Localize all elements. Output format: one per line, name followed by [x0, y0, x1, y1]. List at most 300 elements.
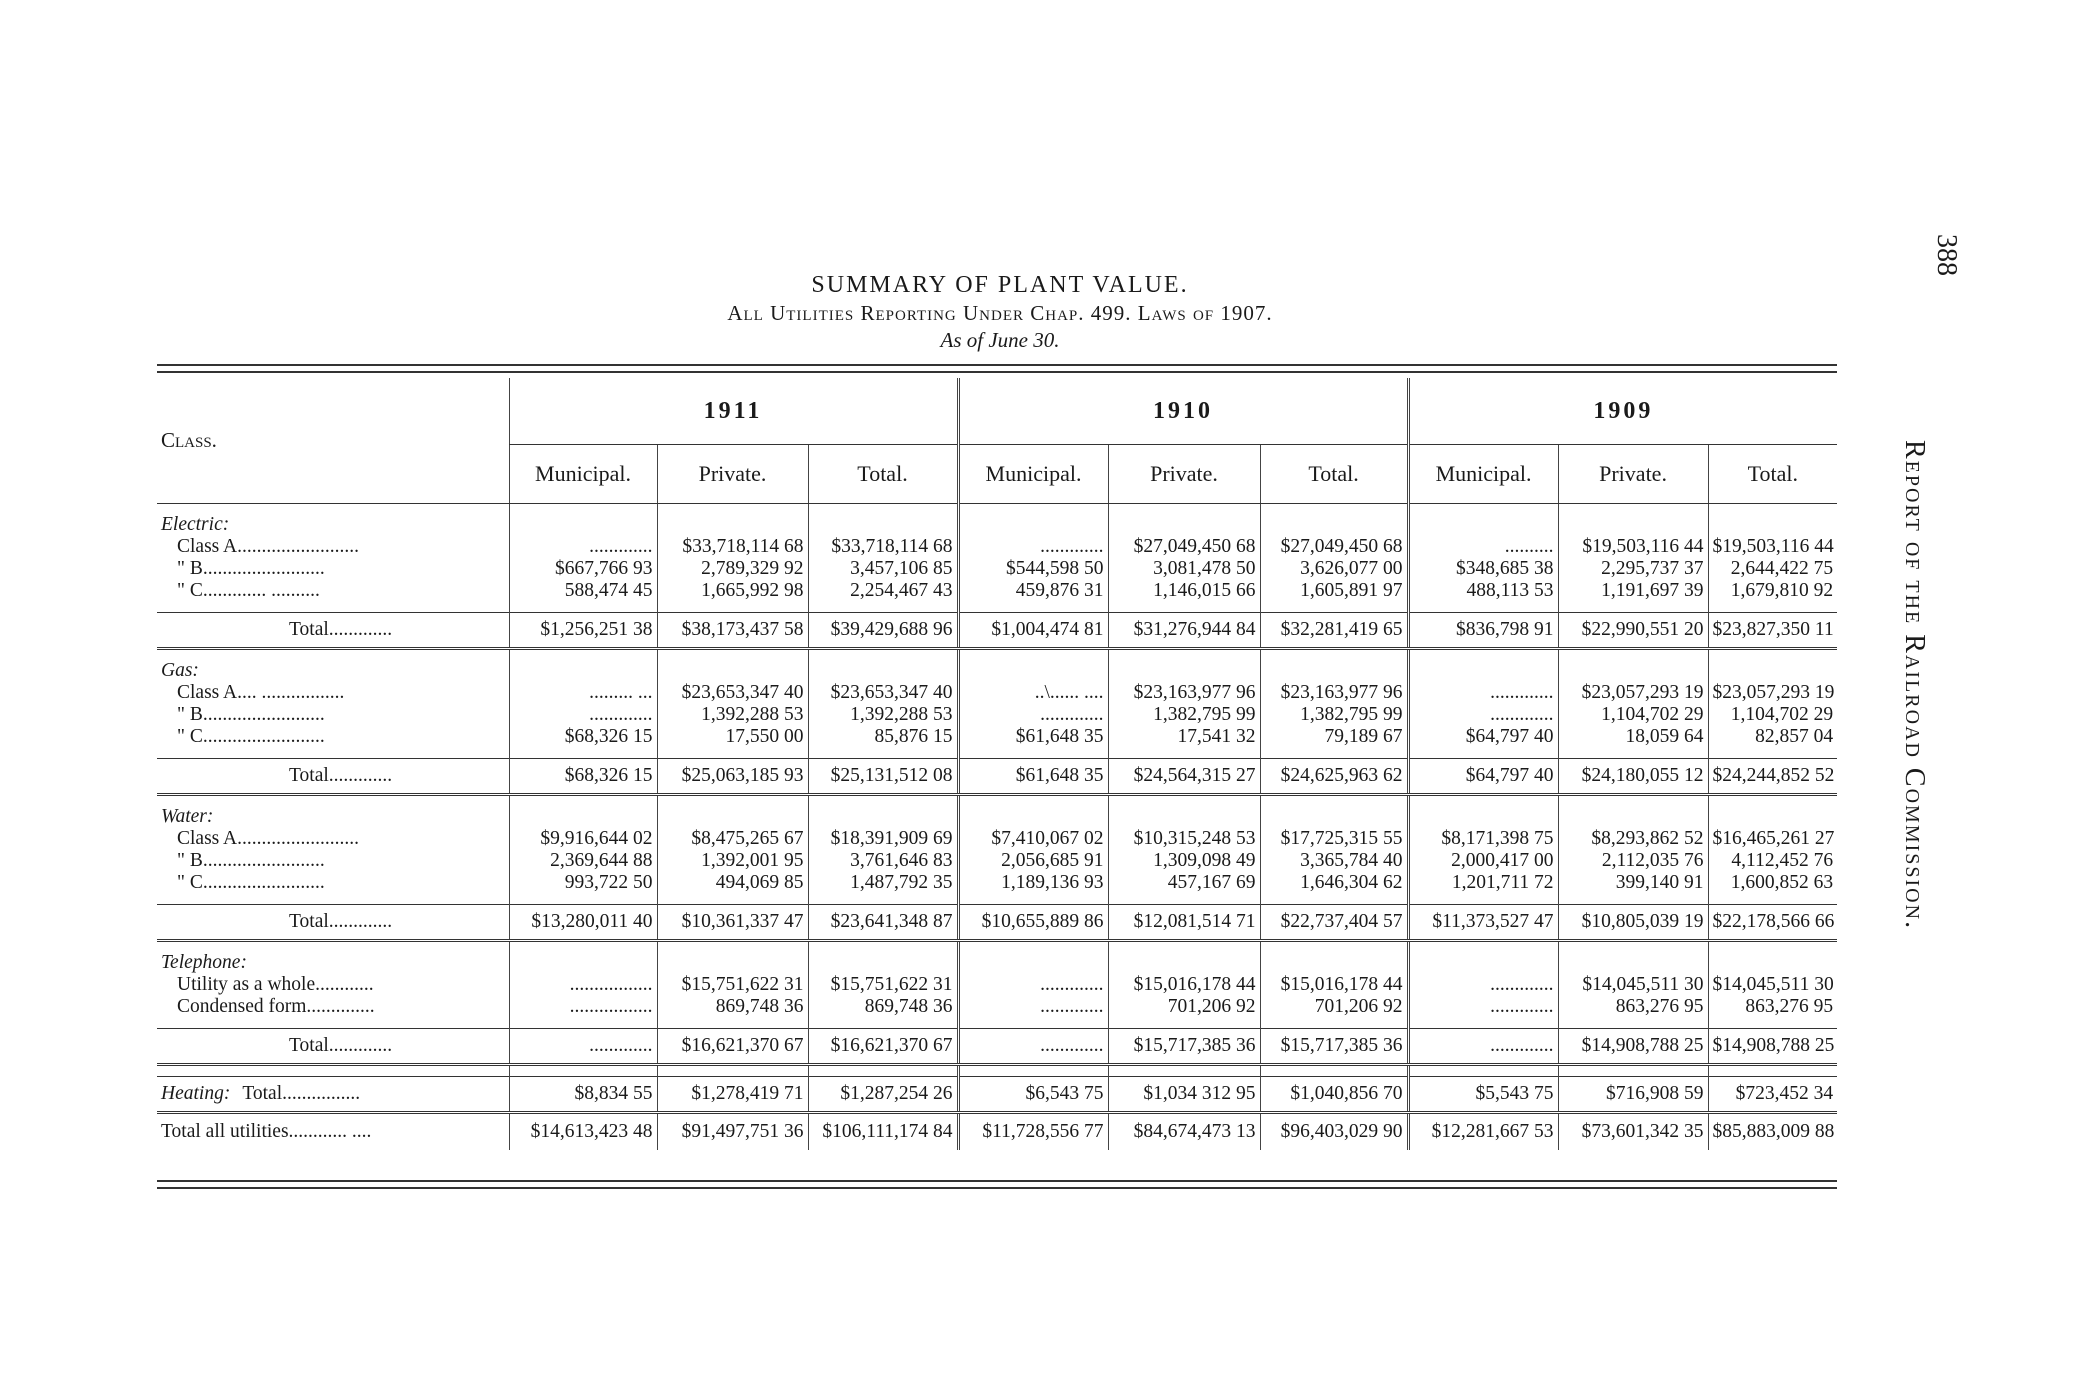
- row-label: Utility as a whole............: [177, 974, 374, 995]
- table-cell: [958, 748, 1108, 759]
- table-cell: [657, 795, 808, 807]
- table-cell: $13,280,011 40: [509, 905, 657, 941]
- table-cell: [1108, 602, 1260, 613]
- row-label: Condensed form..............: [177, 996, 375, 1017]
- table-cell: $15,717,385 36: [1108, 1029, 1260, 1065]
- table-cell: 488,113 53: [1408, 580, 1558, 602]
- table-cell: $8,293,862 52: [1558, 828, 1708, 850]
- table-row: [157, 974, 1837, 996]
- row-label: " C.........................: [177, 726, 325, 747]
- table-cell: [1558, 649, 1708, 661]
- table-cell: $544,598 50: [958, 558, 1108, 580]
- row-label: [157, 602, 509, 613]
- table-cell: [509, 894, 657, 905]
- class-header: Class.: [157, 378, 509, 504]
- table-cell: 1,679,810 92: [1708, 580, 1837, 602]
- table-cell: $12,281,667 53: [1408, 1113, 1558, 1151]
- table-cell: [1408, 795, 1558, 807]
- table-cell: [958, 504, 1108, 515]
- table-cell: $19,503,116 44: [1558, 536, 1708, 558]
- heating-label: Heating:: [161, 1083, 231, 1104]
- table-cell: 82,857 04: [1708, 726, 1837, 748]
- table-cell: [657, 748, 808, 759]
- table-cell: $16,621,370 67: [657, 1029, 808, 1065]
- table-cell: [1558, 1018, 1708, 1029]
- table-cell: [1558, 660, 1708, 682]
- table-cell: $32,281,419 65: [1260, 613, 1408, 649]
- table-cell: [1708, 514, 1837, 536]
- table-cell: .............: [1408, 1029, 1558, 1065]
- table-cell: [657, 660, 808, 682]
- row-label: [157, 748, 509, 759]
- table-cell: [1260, 806, 1408, 828]
- table-cell: [657, 806, 808, 828]
- table-cell: [1558, 602, 1708, 613]
- table-cell: [1108, 514, 1260, 536]
- table-cell: 1,487,792 35: [808, 872, 958, 894]
- table-cell: $23,057,293 19: [1558, 682, 1708, 704]
- table-cell: [1558, 806, 1708, 828]
- table-cell: $14,045,511 30: [1708, 974, 1837, 996]
- table-cell: [958, 1065, 1108, 1077]
- table-cell: [1108, 504, 1260, 515]
- table-row: [157, 682, 1837, 704]
- spacer-row: [157, 795, 1837, 807]
- table-row: [157, 850, 1837, 872]
- table-cell: $18,391,909 69: [808, 828, 958, 850]
- table-cell: [1408, 514, 1558, 536]
- table-cell: 1,605,891 97: [1260, 580, 1408, 602]
- total-row: [157, 613, 1837, 649]
- row-label: Total.............: [157, 759, 509, 795]
- table-cell: [808, 952, 958, 974]
- table-cell: 85,876 15: [808, 726, 958, 748]
- table-cell: [657, 649, 808, 661]
- table-cell: [1408, 504, 1558, 515]
- table-cell: 17,541 32: [1108, 726, 1260, 748]
- table-cell: $10,805,039 19: [1558, 905, 1708, 941]
- table-cell: 2,112,035 76: [1558, 850, 1708, 872]
- table-row: [157, 536, 1837, 558]
- table-cell: ......... ...: [509, 682, 657, 704]
- table-cell: 3,761,646 83: [808, 850, 958, 872]
- table-cell: 4,112,452 76: [1708, 850, 1837, 872]
- row-label: [157, 1077, 509, 1113]
- table-cell: [509, 952, 657, 974]
- table-cell: $23,827,350 11: [1708, 613, 1837, 649]
- spacer-row: [157, 894, 1837, 905]
- table-row: [157, 872, 1837, 894]
- table-cell: $15,717,385 36: [1260, 1029, 1408, 1065]
- top-rule: [157, 364, 1837, 373]
- table-cell: [1108, 748, 1260, 759]
- row-label: Gas:: [161, 660, 199, 681]
- table-cell: .............: [1408, 682, 1558, 704]
- table-cell: [1108, 806, 1260, 828]
- spacer-row: [157, 1018, 1837, 1029]
- spacer-row: [157, 941, 1837, 953]
- table-cell: [1558, 941, 1708, 953]
- table-cell: 1,104,702 29: [1558, 704, 1708, 726]
- table-cell: 1,392,001 95: [657, 850, 808, 872]
- row-label: [157, 1018, 509, 1029]
- spacer-row: [157, 1065, 1837, 1077]
- table-cell: $1,287,254 26: [808, 1077, 958, 1113]
- grand-total-row: [157, 1113, 1837, 1151]
- table-cell: $15,751,622 31: [657, 974, 808, 996]
- heating-total-label: Total................: [242, 1083, 361, 1104]
- row-label: Class A.........................: [177, 536, 360, 557]
- table-cell: $1,256,251 38: [509, 613, 657, 649]
- table-cell: 1,392,288 53: [808, 704, 958, 726]
- table-cell: [1708, 1018, 1837, 1029]
- table-cell: 18,059 64: [1558, 726, 1708, 748]
- table-cell: $10,315,248 53: [1108, 828, 1260, 850]
- table-cell: $667,766 93: [509, 558, 657, 580]
- table-cell: $23,057,293 19: [1708, 682, 1837, 704]
- table-cell: $9,916,644 02: [509, 828, 657, 850]
- table-cell: $68,326 15: [509, 759, 657, 795]
- table-cell: .................: [509, 974, 657, 996]
- table-cell: [509, 660, 657, 682]
- table-cell: [1260, 941, 1408, 953]
- table-row: [157, 704, 1837, 726]
- row-label: [157, 894, 509, 905]
- spacer-row: [157, 504, 1837, 515]
- table-cell: $64,797 40: [1408, 726, 1558, 748]
- table-cell: $14,045,511 30: [1558, 974, 1708, 996]
- table-cell: [808, 894, 958, 905]
- table-cell: $61,648 35: [958, 759, 1108, 795]
- table-cell: $23,641,348 87: [808, 905, 958, 941]
- table-body: [157, 504, 1837, 1151]
- row-label: " C............. ..........: [177, 580, 320, 601]
- table-cell: 2,369,644 88: [509, 850, 657, 872]
- table-cell: 2,789,329 92: [657, 558, 808, 580]
- table-cell: [808, 1065, 958, 1077]
- table-cell: [1708, 649, 1837, 661]
- table-cell: $17,725,315 55: [1260, 828, 1408, 850]
- table-cell: [1408, 602, 1558, 613]
- table-cell: $22,990,551 20: [1558, 613, 1708, 649]
- table-cell: $836,798 91: [1408, 613, 1558, 649]
- table-cell: $8,475,265 67: [657, 828, 808, 850]
- table-cell: $716,908 59: [1558, 1077, 1708, 1113]
- table-cell: $25,131,512 08: [808, 759, 958, 795]
- row-label: " C.........................: [177, 872, 325, 893]
- table-cell: [808, 504, 958, 515]
- table-cell: $106,111,174 84: [808, 1113, 958, 1151]
- heating-total-row: [157, 1077, 1837, 1113]
- table-cell: 1,309,098 49: [1108, 850, 1260, 872]
- plant-value-table: [157, 378, 1837, 1150]
- table-cell: .................: [509, 996, 657, 1018]
- col-private: Private.: [1108, 445, 1260, 504]
- table-cell: $11,373,527 47: [1408, 905, 1558, 941]
- row-label: [157, 649, 509, 661]
- table-cell: [1260, 660, 1408, 682]
- table-cell: 1,382,795 99: [1108, 704, 1260, 726]
- table-cell: [1708, 504, 1837, 515]
- row-label: [157, 504, 509, 515]
- table-cell: [958, 795, 1108, 807]
- table-cell: [1558, 795, 1708, 807]
- table-cell: [657, 1018, 808, 1029]
- table-cell: $348,685 38: [1408, 558, 1558, 580]
- table-cell: $38,173,437 58: [657, 613, 808, 649]
- table-cell: 17,550 00: [657, 726, 808, 748]
- table-cell: 2,295,737 37: [1558, 558, 1708, 580]
- table-cell: $8,171,398 75: [1408, 828, 1558, 850]
- table-cell: 3,365,784 40: [1260, 850, 1408, 872]
- table-cell: [1108, 795, 1260, 807]
- table-cell: $33,718,114 68: [657, 536, 808, 558]
- table-cell: [808, 941, 958, 953]
- total-row: [157, 759, 1837, 795]
- row-label: Telephone:: [161, 952, 247, 973]
- table-cell: [657, 952, 808, 974]
- table-cell: .............: [958, 536, 1108, 558]
- table-cell: $24,625,963 62: [1260, 759, 1408, 795]
- table-cell: 1,382,795 99: [1260, 704, 1408, 726]
- table-row: [157, 580, 1837, 602]
- table-cell: [509, 1065, 657, 1077]
- table-cell: [1260, 602, 1408, 613]
- col-total: Total.: [1260, 445, 1408, 504]
- year-header-1909: 1909: [1408, 378, 1837, 445]
- table-cell: 1,600,852 63: [1708, 872, 1837, 894]
- section-row: [157, 660, 1837, 682]
- table-row: [157, 726, 1837, 748]
- table-cell: [657, 941, 808, 953]
- table-cell: $61,648 35: [958, 726, 1108, 748]
- table-cell: $14,908,788 25: [1708, 1029, 1837, 1065]
- table-cell: [958, 952, 1108, 974]
- table-cell: [1408, 748, 1558, 759]
- table-cell: [509, 1018, 657, 1029]
- table-cell: $1,034 312 95: [1108, 1077, 1260, 1113]
- table-cell: [958, 514, 1108, 536]
- table-cell: [1108, 649, 1260, 661]
- col-private: Private.: [1558, 445, 1708, 504]
- row-label: " B.........................: [177, 704, 325, 725]
- table-cell: [509, 504, 657, 515]
- table-cell: $64,797 40: [1408, 759, 1558, 795]
- table-cell: 1,646,304 62: [1260, 872, 1408, 894]
- table-cell: $25,063,185 93: [657, 759, 808, 795]
- table-cell: [1708, 941, 1837, 953]
- table-cell: .............: [509, 1029, 657, 1065]
- table-cell: 79,189 67: [1260, 726, 1408, 748]
- table-cell: .............: [509, 536, 657, 558]
- table-cell: $23,653,347 40: [808, 682, 958, 704]
- table-cell: [808, 514, 958, 536]
- year-header-1910: 1910: [958, 378, 1408, 445]
- table-cell: [1260, 514, 1408, 536]
- page-number: 388: [1931, 234, 1962, 276]
- row-label: Class A.........................: [177, 828, 360, 849]
- table-cell: 993,722 50: [509, 872, 657, 894]
- table-cell: $27,049,450 68: [1108, 536, 1260, 558]
- table-cell: [1708, 602, 1837, 613]
- running-head: Report of the Railroad Commission.: [1899, 440, 1930, 931]
- table-cell: $24,244,852 52: [1708, 759, 1837, 795]
- table-cell: [1108, 1065, 1260, 1077]
- table-cell: [1260, 952, 1408, 974]
- table-cell: 1,392,288 53: [657, 704, 808, 726]
- row-label: Total.............: [157, 905, 509, 941]
- table-cell: $33,718,114 68: [808, 536, 958, 558]
- table-cell: $15,016,178 44: [1260, 974, 1408, 996]
- row-label: Total all utilities............ ....: [161, 1121, 372, 1142]
- table-cell: 3,626,077 00: [1260, 558, 1408, 580]
- table-cell: [1260, 894, 1408, 905]
- table-cell: 459,876 31: [958, 580, 1108, 602]
- table-row: [157, 996, 1837, 1018]
- table-cell: $22,737,404 57: [1260, 905, 1408, 941]
- col-municipal: Municipal.: [1408, 445, 1558, 504]
- table-cell: [1260, 1065, 1408, 1077]
- col-municipal: Municipal.: [958, 445, 1108, 504]
- spacer-row: [157, 649, 1837, 661]
- table-cell: [958, 1018, 1108, 1029]
- table-cell: 1,189,136 93: [958, 872, 1108, 894]
- table-cell: $5,543 75: [1408, 1077, 1558, 1113]
- table-cell: [808, 1018, 958, 1029]
- table-cell: $1,278,419 71: [657, 1077, 808, 1113]
- table-cell: [657, 894, 808, 905]
- table-cell: 701,206 92: [1108, 996, 1260, 1018]
- table-cell: [1260, 748, 1408, 759]
- table-cell: 863,276 95: [1708, 996, 1837, 1018]
- row-label: [157, 795, 509, 807]
- table-cell: [509, 602, 657, 613]
- table-cell: $10,655,889 86: [958, 905, 1108, 941]
- table-cell: 457,167 69: [1108, 872, 1260, 894]
- col-total: Total.: [1708, 445, 1837, 504]
- table-cell: .............: [958, 704, 1108, 726]
- table-cell: [958, 660, 1108, 682]
- table-cell: [1558, 514, 1708, 536]
- col-municipal: Municipal.: [509, 445, 657, 504]
- table-cell: 869,748 36: [808, 996, 958, 1018]
- table-cell: $96,403,029 90: [1260, 1113, 1408, 1151]
- date-line: As of June 30.: [940, 328, 1060, 352]
- table-cell: [657, 514, 808, 536]
- table-cell: [509, 514, 657, 536]
- col-total: Total.: [808, 445, 958, 504]
- table-cell: [808, 795, 958, 807]
- table-cell: 863,276 95: [1558, 996, 1708, 1018]
- table-cell: [1558, 1065, 1708, 1077]
- table-cell: $8,834 55: [509, 1077, 657, 1113]
- section-row: [157, 806, 1837, 828]
- table-cell: [1108, 941, 1260, 953]
- table-cell: $10,361,337 47: [657, 905, 808, 941]
- table-cell: 2,000,417 00: [1408, 850, 1558, 872]
- table-cell: [1408, 894, 1558, 905]
- table-cell: $84,674,473 13: [1108, 1113, 1260, 1151]
- table-cell: .............: [1408, 996, 1558, 1018]
- table-cell: [1408, 1065, 1558, 1077]
- table-cell: $24,564,315 27: [1108, 759, 1260, 795]
- section-row: [157, 952, 1837, 974]
- table-cell: $1,040,856 70: [1260, 1077, 1408, 1113]
- table-cell: $68,326 15: [509, 726, 657, 748]
- table-cell: [1108, 660, 1260, 682]
- table-row: [157, 828, 1837, 850]
- table-cell: ..........: [1408, 536, 1558, 558]
- table-cell: 701,206 92: [1260, 996, 1408, 1018]
- total-row: [157, 1029, 1837, 1065]
- row-label: " B.........................: [177, 850, 325, 871]
- table-cell: 869,748 36: [657, 996, 808, 1018]
- row-label: [157, 941, 509, 953]
- table-cell: [1260, 1018, 1408, 1029]
- table-cell: 1,146,015 66: [1108, 580, 1260, 602]
- table-cell: [1558, 952, 1708, 974]
- year-header-1911: 1911: [509, 378, 958, 445]
- table-cell: [1408, 941, 1558, 953]
- table-cell: [1260, 504, 1408, 515]
- table-cell: 1,201,711 72: [1408, 872, 1558, 894]
- table-cell: $16,621,370 67: [808, 1029, 958, 1065]
- table-cell: $23,653,347 40: [657, 682, 808, 704]
- table-cell: [509, 748, 657, 759]
- title-block: [150, 272, 1850, 353]
- table-cell: .............: [509, 704, 657, 726]
- table-cell: $19,503,116 44: [1708, 536, 1837, 558]
- table-cell: $7,410,067 02: [958, 828, 1108, 850]
- table-cell: [958, 894, 1108, 905]
- col-private: Private.: [657, 445, 808, 504]
- table-cell: .............: [1408, 704, 1558, 726]
- table-cell: .............: [1408, 974, 1558, 996]
- table-cell: [1708, 894, 1837, 905]
- table-cell: [657, 504, 808, 515]
- table-cell: [1708, 660, 1837, 682]
- table-cell: 2,056,685 91: [958, 850, 1108, 872]
- table-cell: 588,474 45: [509, 580, 657, 602]
- table-cell: $73,601,342 35: [1558, 1113, 1708, 1151]
- table-cell: [808, 602, 958, 613]
- table-cell: 3,457,106 85: [808, 558, 958, 580]
- table-cell: $91,497,751 36: [657, 1113, 808, 1151]
- table-cell: 1,191,697 39: [1558, 580, 1708, 602]
- table-cell: [958, 806, 1108, 828]
- table-cell: [1558, 894, 1708, 905]
- table-cell: ..\...... ....: [958, 682, 1108, 704]
- table-cell: $15,751,622 31: [808, 974, 958, 996]
- table-cell: $85,883,009 88: [1708, 1113, 1837, 1151]
- table-cell: [808, 660, 958, 682]
- spacer-row: [157, 748, 1837, 759]
- table-cell: 1,104,702 29: [1708, 704, 1837, 726]
- table-cell: [808, 748, 958, 759]
- table-cell: [509, 806, 657, 828]
- bottom-rule: [157, 1180, 1837, 1189]
- table-cell: [509, 649, 657, 661]
- table-cell: [657, 602, 808, 613]
- table-cell: [1708, 1065, 1837, 1077]
- table-cell: .............: [958, 974, 1108, 996]
- table-cell: $23,163,977 96: [1260, 682, 1408, 704]
- table-cell: [1558, 504, 1708, 515]
- table-cell: $723,452 34: [1708, 1077, 1837, 1113]
- table-cell: 2,644,422 75: [1708, 558, 1837, 580]
- table-cell: [657, 1065, 808, 1077]
- table-cell: [1408, 806, 1558, 828]
